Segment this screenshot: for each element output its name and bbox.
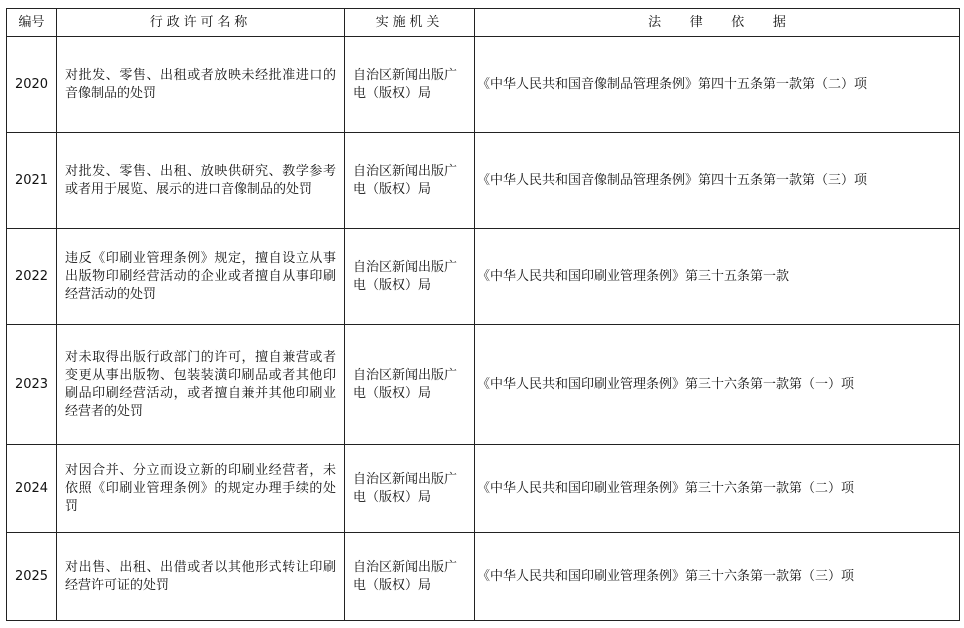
table-row bbox=[7, 445, 960, 533]
row-dept: 自治区新闻出版广电（版权）局 bbox=[345, 325, 475, 445]
row-number: 2025 bbox=[7, 533, 57, 621]
row-law: 《中华人民共和国印刷业管理条例》第三十六条第一款第（二）项 bbox=[475, 445, 960, 533]
row-name: 对出售、出租、出借或者以其他形式转让印刷经营许可证的处罚 bbox=[57, 533, 345, 621]
table-row bbox=[7, 133, 960, 229]
header-law: 法律依据 bbox=[475, 9, 960, 37]
row-dept: 自治区新闻出版广电（版权）局 bbox=[345, 533, 475, 621]
row-number: 2022 bbox=[7, 229, 57, 325]
row-number: 2020 bbox=[7, 37, 57, 133]
table-row bbox=[7, 37, 960, 133]
table-row bbox=[7, 325, 960, 445]
row-dept: 自治区新闻出版广电（版权）局 bbox=[345, 229, 475, 325]
table-row bbox=[7, 229, 960, 325]
row-dept: 自治区新闻出版广电（版权）局 bbox=[345, 133, 475, 229]
row-name: 对因合并、分立而设立新的印刷业经营者，未依照《印刷业管理条例》的规定办理手续的处罚 bbox=[57, 445, 345, 533]
row-name: 对批发、零售、出租、放映供研究、教学参考或者用于展览、展示的进口音像制品的处罚 bbox=[57, 133, 345, 229]
row-law: 《中华人民共和国印刷业管理条例》第三十六条第一款第（三）项 bbox=[475, 533, 960, 621]
row-number: 2023 bbox=[7, 325, 57, 445]
row-number: 2024 bbox=[7, 445, 57, 533]
row-number: 2021 bbox=[7, 133, 57, 229]
row-dept: 自治区新闻出版广电（版权）局 bbox=[345, 37, 475, 133]
row-law: 《中华人民共和国音像制品管理条例》第四十五条第一款第（二）项 bbox=[475, 37, 960, 133]
row-law: 《中华人民共和国音像制品管理条例》第四十五条第一款第（三）项 bbox=[475, 133, 960, 229]
regulation-table bbox=[6, 8, 960, 621]
row-law: 《中华人民共和国印刷业管理条例》第三十六条第一款第（一）项 bbox=[475, 325, 960, 445]
row-name: 对未取得出版行政部门的许可，擅自兼营或者变更从事出版物、包装装潢印刷品或者其他印刷品印刷经营活动，或者擅自兼并其他印刷业经营者的处罚 bbox=[57, 325, 345, 445]
table-row bbox=[7, 533, 960, 621]
header-no: 编号 bbox=[7, 9, 57, 37]
header-row bbox=[7, 9, 960, 37]
row-name: 对批发、零售、出租或者放映未经批准进口的音像制品的处罚 bbox=[57, 37, 345, 133]
header-dept: 实施机关 bbox=[345, 9, 475, 37]
header-name: 行政许可名称 bbox=[57, 9, 345, 37]
row-name: 违反《印刷业管理条例》规定，擅自设立从事出版物印刷经营活动的企业或者擅自从事印刷经营活动的处罚 bbox=[57, 229, 345, 325]
row-law: 《中华人民共和国印刷业管理条例》第三十五条第一款 bbox=[475, 229, 960, 325]
row-dept: 自治区新闻出版广电（版权）局 bbox=[345, 445, 475, 533]
